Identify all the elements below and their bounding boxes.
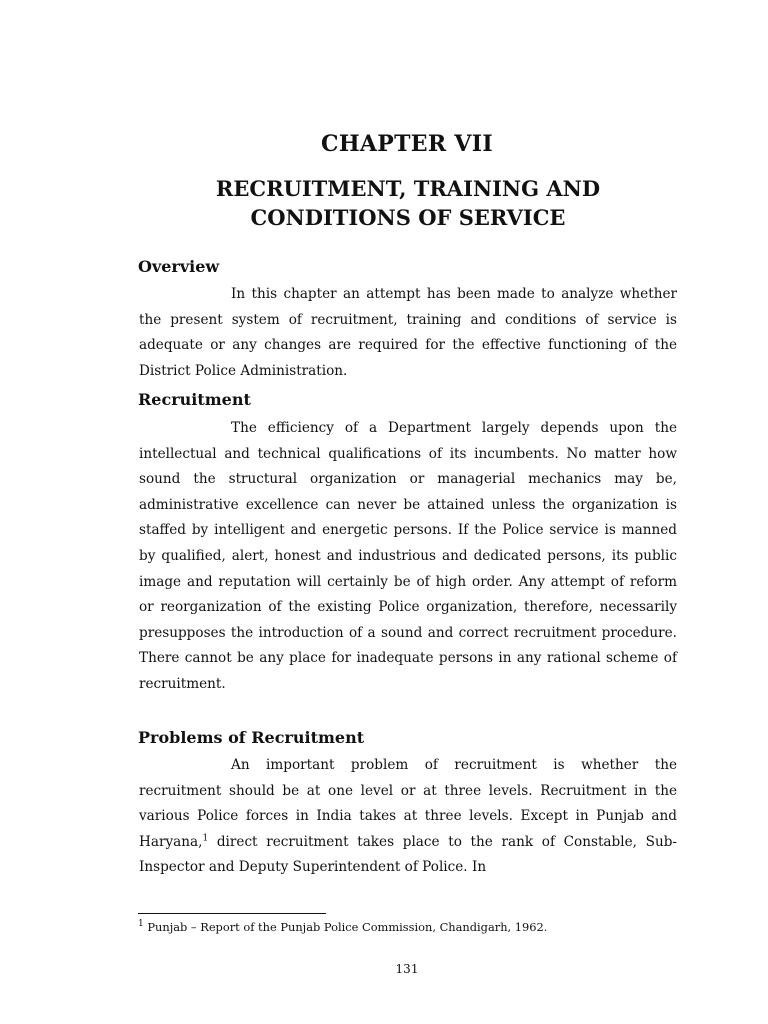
section-heading-problems-of-recruitment: Problems of Recruitment: [138, 728, 365, 747]
chapter-title: [140, 174, 676, 232]
footnote-divider: [138, 913, 326, 914]
section-heading-recruitment: Recruitment: [138, 390, 251, 409]
page-number: 131: [395, 962, 419, 976]
paragraph-problems-of-recruitment: [139, 753, 677, 881]
footnote: [138, 920, 678, 934]
chapter-number: CHAPTER VII: [321, 131, 493, 157]
section-heading-overview: Overview: [138, 257, 220, 276]
chapter-title-line-1: RECRUITMENT, TRAINING AND: [215, 176, 601, 201]
paragraph-overview: In this chapter an attempt has been made to analyze whether the present system of recruitment, training and conditions of service is adequate or any changes are required for the effective functioning of the District Police Administration.: [139, 286, 677, 379]
paragraph-text-part-1: An important problem of recruitment is whether the recruitment should be at one level or at three levels. Recruitment in the various Police forces in India takes at three levels. Except in Punjab and Haryana,: [139, 757, 677, 850]
footnote-marker: 1: [138, 919, 144, 930]
chapter-title-line-2: CONDITIONS OF SERVICE: [250, 205, 566, 230]
footnote-reference[interactable]: 1: [202, 833, 209, 844]
footnote-text: Punjab – Report of the Punjab Police Commission, Chandigarh, 1962.: [143, 920, 548, 934]
paragraph-recruitment: The efficiency of a Department largely depends upon the intellectual and technical qualifications of its incumbents. No matter how sound the structural organization or managerial mechanics may be, administrative excellence can never be attained unless the organization is staffed by intelligent and energetic persons. If the Police service is manned by qualified, alert, honest and industrious and dedicated persons, its public image and reputation will certainly be of high order. Any attempt of reform or reorganization of the existing Police organization, therefore, necessarily presupposes the introduction of a sound and correct recruitment procedure. There cannot be any place for inadequate persons in any rational scheme of recruitment.: [139, 420, 677, 692]
paragraph-text-part-2: direct recruitment takes place to the rank of Constable, Sub-Inspector and Deputy Superintendent of Police. In: [139, 833, 677, 876]
